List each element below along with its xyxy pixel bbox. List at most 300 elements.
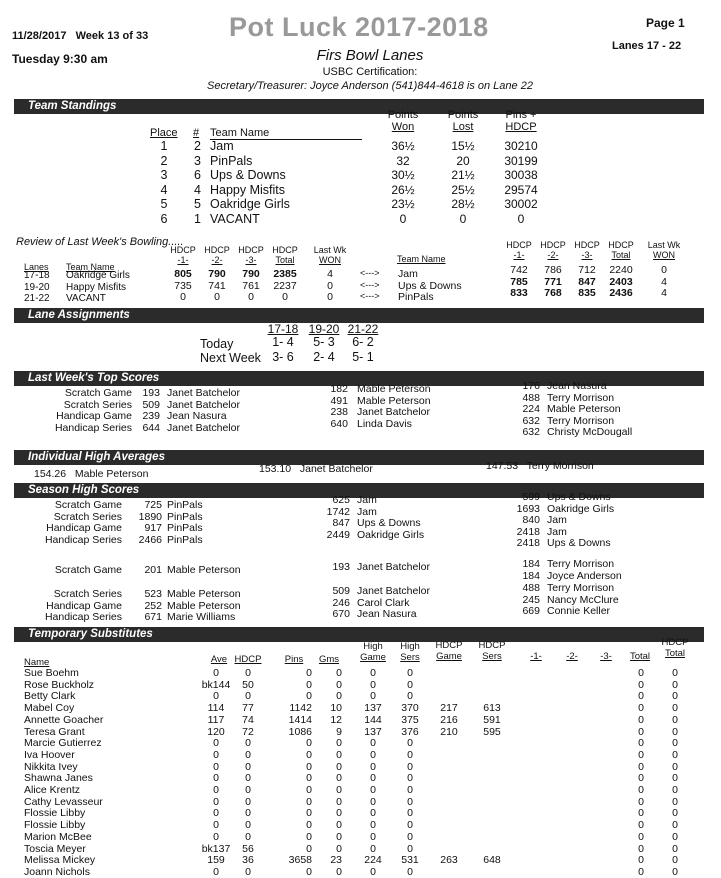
- season-ind-bowler: Carol Clark: [357, 596, 410, 609]
- season-ind-score: 523: [144, 588, 162, 600]
- sub-high-game: 144: [364, 713, 382, 726]
- high-average-entry: 153.10 Janet Batchelor: [259, 463, 373, 475]
- sub-high-game: 0: [370, 772, 376, 785]
- sub-hdcp-total: 0: [672, 713, 678, 726]
- season-team-name: Jam: [357, 494, 377, 506]
- sub-total: 0: [638, 667, 644, 679]
- sub-hdcp-total: 0: [672, 819, 678, 832]
- next-week-matchup: 3- 6: [272, 350, 294, 364]
- sub-hdcp-total: 0: [672, 702, 678, 715]
- sub-total: 0: [638, 713, 644, 726]
- sub-pins: 0: [306, 795, 312, 808]
- standing-points-won: 23½: [391, 197, 415, 211]
- sub-hdcp-total: 0: [672, 865, 678, 878]
- season-ind-score: 193: [332, 561, 350, 573]
- sub-hdcp: 0: [245, 667, 251, 679]
- sub-high-series: 375: [401, 713, 419, 726]
- sub-average: bk144: [201, 678, 231, 691]
- top-score-label: Scratch Series: [63, 398, 132, 411]
- sub-total: 0: [638, 865, 644, 878]
- subs-col-hdcp-sers-l2: Sers: [482, 651, 502, 662]
- review-won-left: 0: [327, 291, 333, 303]
- standing-place: 2: [160, 153, 168, 168]
- review-game-header: Total: [275, 255, 295, 265]
- col-points-lost-l2: Lost: [452, 121, 474, 133]
- review-score-left: 790: [208, 268, 226, 280]
- sub-total: 0: [638, 678, 644, 691]
- sub-games: 0: [336, 760, 342, 773]
- sub-bowler-name: Teresa Grant: [24, 725, 85, 738]
- season-ind-score: 509: [332, 585, 350, 597]
- season-ind-bowler: Mable Peterson: [167, 564, 241, 576]
- sub-average: 0: [213, 795, 219, 808]
- page-number: Page 1: [646, 16, 685, 30]
- report-date: 11/28/2017: [12, 30, 67, 42]
- review-lanes: 21-22: [24, 293, 50, 304]
- sub-average: 117: [207, 713, 225, 726]
- review-score-right: 2403: [609, 275, 633, 288]
- sub-hdcp-total: 0: [672, 748, 678, 761]
- season-ind-score: 201: [144, 564, 162, 576]
- sub-high-series: 0: [407, 748, 413, 761]
- season-team-name: Ups & Downs: [357, 517, 421, 529]
- sub-total: 0: [638, 807, 644, 820]
- sub-hdcp-total: 0: [672, 678, 678, 691]
- standing-points-won: 0: [399, 211, 407, 226]
- sub-average: 0: [213, 784, 219, 796]
- col-points-lost-l1: Points: [447, 109, 479, 121]
- sub-pins: 0: [306, 865, 312, 878]
- review-score-right: 833: [510, 287, 528, 299]
- subs-col-g2: -2-: [566, 651, 578, 662]
- season-team-label: Handicap Game: [46, 522, 122, 534]
- sub-games: 0: [336, 842, 342, 855]
- today-matchup: 5- 3: [313, 335, 335, 349]
- sub-bowler-name: Sue Boehm: [24, 667, 79, 679]
- review-score-left: 805: [174, 268, 192, 280]
- standing-points-won: 26½: [391, 182, 415, 197]
- sub-average: 0: [213, 807, 219, 820]
- season-ind-bowler: Joyce Anderson: [547, 570, 622, 582]
- sub-bowler-name: Joann Nichols: [24, 865, 90, 878]
- sub-pins: 1142: [289, 702, 312, 715]
- standing-pins-hdcp: 0: [517, 211, 525, 226]
- sub-high-game: 0: [370, 819, 376, 832]
- season-ind-label: Handicap Series: [44, 611, 122, 623]
- season-ind-bowler: Mable Peterson: [167, 588, 241, 600]
- season-team-score: 2418: [516, 525, 540, 538]
- sub-hdcp: 77: [242, 702, 254, 715]
- sub-total: 0: [638, 760, 644, 773]
- col-points-won: [382, 109, 424, 133]
- review-score-left: 735: [174, 279, 192, 292]
- sub-high-series: 0: [407, 760, 413, 773]
- standing-points-won: 30½: [391, 168, 415, 182]
- col-points-lost: [442, 109, 484, 133]
- today-matchup: 6- 2: [352, 335, 374, 349]
- subs-col-pins: Pins: [284, 654, 304, 665]
- sub-games: 9: [336, 725, 342, 738]
- review-vs-arrow: <--->: [360, 268, 380, 278]
- season-ind-score: 670: [332, 608, 350, 620]
- sub-bowler-name: Marcie Gutierrez: [24, 737, 102, 750]
- top-scores: [0, 382, 721, 442]
- season-ind-score: 252: [144, 599, 162, 612]
- sub-hdcp-total: 0: [672, 830, 678, 843]
- sub-hdcp-series: 591: [483, 713, 501, 726]
- subs-col-g3: -3-: [600, 651, 612, 662]
- sub-average: 114: [207, 702, 225, 715]
- season-team-name: Oakridge Girls: [547, 502, 615, 515]
- standing-team-number: 4: [194, 182, 201, 197]
- standing-points-lost: 20: [456, 153, 470, 168]
- top-score-label: Scratch Game: [64, 387, 132, 399]
- sub-total: 0: [638, 725, 644, 738]
- subs-col-high-game-l1: High: [363, 641, 383, 652]
- sub-average: 159: [207, 854, 225, 867]
- review-hdcp-label: HDCP: [204, 245, 230, 255]
- sub-pins: 1086: [288, 725, 312, 738]
- sub-high-game: 0: [370, 865, 376, 878]
- standing-pins-hdcp: 30002: [504, 197, 538, 211]
- standing-points-lost: 21½: [451, 168, 475, 182]
- review-hdcp-label: HDCP: [170, 245, 196, 255]
- standing-pins-hdcp: 29574: [504, 182, 538, 197]
- sub-pins: 3658: [288, 854, 312, 867]
- standing-points-lost: 28½: [451, 197, 475, 211]
- sub-pins: 0: [306, 737, 312, 750]
- review-team-left: VACANT: [66, 293, 106, 304]
- sub-high-game: 0: [370, 830, 376, 843]
- standing-team-name: Jam: [210, 139, 234, 153]
- review-game-header: -3-: [581, 250, 593, 260]
- sub-pins: 0: [306, 807, 312, 820]
- col-points-won-l1: Points: [387, 109, 419, 121]
- review-score-right: 2240: [609, 264, 633, 276]
- standing-team-number: 3: [194, 153, 201, 168]
- secretary-info: Secretary/Treasurer: Joyce Anderson (541)844-4618 is on Lane 22: [207, 80, 533, 92]
- sub-hdcp: 0: [245, 830, 251, 843]
- sub-hdcp: 0: [245, 690, 251, 703]
- sub-hdcp: 0: [245, 737, 251, 750]
- review-team-header: Team Name: [66, 262, 115, 272]
- sub-hdcp: 72: [242, 725, 254, 738]
- review-team-left: Oakridge Girls: [66, 270, 130, 281]
- top-score-bowler: Mable Peterson: [547, 403, 621, 415]
- season-ind-score: 669: [522, 605, 540, 617]
- sub-pins: 0: [306, 690, 312, 703]
- top-score-bowler: Jean Nasura: [547, 380, 607, 392]
- top-score-value: 239: [142, 410, 160, 422]
- top-score-value: 193: [142, 387, 160, 399]
- review-score-right: 771: [544, 275, 562, 288]
- standing-team-number: 6: [194, 168, 201, 182]
- sub-high-game: 0: [370, 784, 376, 796]
- season-team-name: PinPals: [167, 522, 203, 534]
- sub-average: 120: [207, 725, 225, 738]
- review-game-header: Total: [611, 250, 631, 260]
- standing-place: 6: [160, 211, 168, 226]
- sub-hdcp-total: 0: [672, 795, 678, 808]
- sub-hdcp-total: 0: [672, 807, 678, 820]
- sub-average: bk137: [201, 842, 231, 855]
- sub-high-series: 0: [407, 830, 413, 843]
- season-team-name: Ups & Downs: [547, 491, 611, 503]
- top-score-value: 224: [522, 403, 540, 415]
- league-title: Pot Luck 2017-2018: [229, 12, 489, 42]
- today-matchup: 1- 4: [272, 335, 294, 349]
- sub-high-series: 376: [401, 725, 419, 738]
- sub-pins: 0: [306, 678, 312, 691]
- sub-high-series: 370: [401, 702, 419, 715]
- season-team-score: 1742: [326, 505, 350, 518]
- sub-high-series: 0: [407, 772, 413, 785]
- sub-high-game: 0: [370, 678, 376, 691]
- top-score-value: 644: [142, 421, 160, 434]
- sub-high-series: 0: [407, 737, 413, 750]
- season-team-name: Jam: [547, 514, 567, 526]
- standing-team-name: PinPals: [210, 153, 253, 168]
- team-standings-header: Team Standings: [14, 99, 704, 114]
- lane-assignments: [0, 322, 721, 366]
- season-ind-bowler: Terry Morrison: [547, 558, 615, 570]
- review-score-right: 768: [544, 287, 562, 299]
- standing-team-number: 1: [194, 211, 201, 226]
- season-team-score: 599: [522, 491, 540, 503]
- lane-pair-header: 17-18: [267, 322, 299, 336]
- sub-average: 0: [213, 690, 219, 703]
- sub-average: 0: [213, 772, 219, 785]
- sub-games: 23: [330, 854, 342, 867]
- lanes-range: Lanes 17 - 22: [612, 40, 682, 52]
- review-team-right: Ups & Downs: [398, 279, 462, 292]
- sub-games: 0: [336, 830, 342, 843]
- subs-col-hdcp-game-l1: HDCP: [435, 640, 463, 651]
- review-lastwk-label: Last Wk: [313, 245, 347, 255]
- high-averages-header: Individual High Averages: [14, 450, 704, 465]
- sub-total: 0: [638, 854, 644, 867]
- sub-pins: 0: [306, 819, 312, 832]
- lane-pair-header: 21-22: [347, 322, 379, 336]
- review-score-right: 742: [510, 264, 528, 276]
- sub-total: 0: [638, 748, 644, 761]
- sub-high-game: 0: [370, 807, 376, 820]
- sub-bowler-name: Marion McBee: [24, 830, 92, 843]
- review-score-left: 0: [248, 291, 254, 303]
- sub-hdcp-total: 0: [672, 725, 678, 738]
- sub-bowler-name: Flossie Libby: [24, 807, 86, 820]
- review-score-right: 835: [578, 287, 596, 299]
- sub-high-game: 0: [370, 690, 376, 703]
- season-ind-score: 488: [522, 582, 540, 594]
- week-label: Week 13 of 33: [75, 30, 149, 42]
- top-score-bowler: Janet Batchelor: [167, 421, 240, 434]
- standing-pins-hdcp: 30210: [504, 139, 538, 153]
- review-hdcp-label: HDCP: [272, 245, 298, 255]
- review-score-left: 741: [208, 279, 226, 292]
- sub-total: 0: [638, 784, 644, 796]
- col-pins-hdcp: [500, 109, 542, 133]
- review-score-left: 2237: [273, 279, 297, 292]
- sub-hdcp-series: 648: [483, 854, 501, 867]
- sub-hdcp-total: 0: [672, 784, 678, 796]
- top-score-bowler: Linda Davis: [357, 417, 412, 430]
- standing-points-lost: 0: [459, 211, 467, 226]
- subs-col-total: Total: [629, 651, 651, 662]
- sub-total: 0: [638, 819, 644, 832]
- sub-hdcp: 56: [242, 842, 254, 855]
- season-team-score: 840: [522, 514, 540, 526]
- sub-average: 0: [213, 737, 219, 750]
- high-average-entry: 154.26 Mable Peterson: [34, 468, 149, 480]
- season-ind-score: 184: [522, 558, 540, 570]
- season-high-header: Season High Scores: [14, 483, 704, 498]
- review-score-left: 0: [282, 291, 288, 303]
- sub-games: 0: [336, 667, 342, 679]
- standing-points-won: 32: [396, 153, 410, 168]
- season-team-score: 917: [144, 522, 162, 534]
- review-game-header: -2-: [211, 255, 223, 265]
- review-game-header: -1-: [177, 255, 189, 265]
- top-score-value: 182: [330, 383, 348, 395]
- sub-games: 0: [336, 690, 342, 703]
- top-score-bowler: Jean Nasura: [167, 410, 227, 422]
- high-average-entry: 147.53 Terry Morrison: [486, 460, 594, 472]
- sub-pins: 0: [306, 842, 312, 855]
- season-high-scores: [0, 493, 721, 623]
- sub-hdcp-total: 0: [672, 854, 678, 867]
- review-game-header: -3-: [245, 255, 257, 265]
- season-ind-bowler: Mable Peterson: [167, 599, 241, 612]
- sub-games: 0: [336, 737, 342, 750]
- season-ind-label: Scratch Series: [53, 588, 122, 600]
- sub-total: 0: [638, 830, 644, 843]
- sub-hdcp: 0: [245, 772, 251, 785]
- sub-bowler-name: Flossie Libby: [24, 819, 86, 832]
- season-team-name: Jam: [547, 525, 567, 538]
- review-lanes-header: Lanes: [24, 262, 49, 272]
- top-scores-header: Last Week's Top Scores: [14, 371, 704, 386]
- sub-hdcp: 0: [245, 865, 251, 878]
- sub-high-game: 137: [364, 725, 382, 738]
- standing-team-number: 5: [194, 197, 201, 211]
- review-score-right: 2436: [609, 287, 633, 299]
- usbc-cert: USBC Certification:: [322, 66, 418, 78]
- sub-high-game: 0: [370, 760, 376, 773]
- standing-team-name: Ups & Downs: [210, 168, 286, 182]
- sub-bowler-name: Cathy Levasseur: [24, 795, 103, 808]
- standings-table: [150, 109, 560, 226]
- subs-col-ave: Ave: [210, 654, 228, 665]
- sub-high-series: 0: [407, 690, 413, 703]
- review-lanes: 19-20: [24, 281, 50, 293]
- sub-pins: 0: [306, 784, 312, 796]
- sub-pins: 1414: [288, 713, 312, 726]
- top-score-label: Handicap Game: [56, 410, 132, 422]
- subs-col-name: Name: [24, 657, 50, 668]
- subs-col-hdcp-total-l1: HDCP: [661, 637, 689, 648]
- season-team-score: 725: [144, 499, 162, 511]
- sub-high-series: 0: [407, 678, 413, 691]
- top-score-bowler: Terry Morrison: [547, 391, 615, 404]
- sub-games: 0: [336, 819, 342, 832]
- review-title: Review of Last Week's Bowling.....: [16, 236, 184, 248]
- center-name: Firs Bowl Lanes: [316, 47, 424, 64]
- lane-pair-header: 19-20: [308, 322, 340, 336]
- col-pins-l1: Pins +: [505, 109, 537, 121]
- sub-hdcp-total: 0: [672, 772, 678, 785]
- sub-bowler-name: Mabel Coy: [24, 702, 75, 715]
- standing-place: 1: [160, 139, 168, 153]
- sub-bowler-name: Melissa Mickey: [24, 854, 96, 867]
- sub-games: 0: [336, 678, 342, 691]
- sub-hdcp: 50: [242, 678, 254, 691]
- sub-high-series: 0: [407, 795, 413, 808]
- standing-team-name: VACANT: [210, 211, 260, 226]
- subs-col-high-sers-l1: High: [400, 641, 420, 652]
- sub-hdcp-total: 0: [672, 737, 678, 750]
- review-won-header: WON: [653, 250, 675, 260]
- top-score-value: 640: [330, 417, 348, 430]
- col-team-name: Team Name: [210, 127, 270, 139]
- sub-average: 0: [213, 819, 219, 832]
- season-team-label: Scratch Series: [53, 510, 122, 523]
- top-score-label: Handicap Series: [54, 421, 132, 434]
- sub-high-series: 0: [407, 865, 413, 878]
- sub-total: 0: [638, 737, 644, 750]
- sub-hdcp: 0: [245, 760, 251, 773]
- season-ind-bowler: Nancy McClure: [547, 593, 619, 606]
- season-team-name: Oakridge Girls: [357, 528, 425, 541]
- review-game-header: -1-: [513, 250, 525, 260]
- sub-bowler-name: Toscia Meyer: [24, 842, 86, 855]
- standing-place: 4: [160, 182, 168, 197]
- sub-high-series: 0: [407, 842, 413, 855]
- top-score-value: 509: [142, 398, 160, 411]
- lane-assignments-header: Lane Assignments: [14, 308, 704, 323]
- sub-high-series: 0: [407, 807, 413, 820]
- sub-pins: 0: [306, 760, 312, 773]
- season-team-name: Jam: [357, 505, 377, 518]
- sub-average: 0: [213, 830, 219, 843]
- season-team-score: 625: [332, 494, 350, 506]
- sub-total: 0: [638, 795, 644, 808]
- top-score-value: 176: [522, 380, 540, 392]
- sub-pins: 0: [306, 830, 312, 843]
- sub-total: 0: [638, 772, 644, 785]
- review-hdcp-label: HDCP: [540, 240, 566, 250]
- standing-team-number: 2: [194, 139, 201, 153]
- review-score-right: 785: [510, 275, 528, 288]
- sub-high-series: 0: [407, 819, 413, 832]
- season-team-label: Scratch Game: [54, 499, 122, 511]
- sub-total: 0: [638, 690, 644, 703]
- season-ind-bowler: Jean Nasura: [357, 608, 417, 620]
- sub-hdcp: 0: [245, 784, 251, 796]
- standing-pins-hdcp: 30038: [504, 168, 538, 182]
- sub-average: 0: [213, 760, 219, 773]
- review-won-right: 4: [661, 287, 667, 299]
- top-score-bowler: Mable Peterson: [357, 383, 431, 395]
- sub-bowler-name: Rose Buckholz: [24, 678, 95, 691]
- sub-games: 0: [336, 795, 342, 808]
- temp-subs-table: [0, 637, 721, 878]
- sub-hdcp-series: 613: [483, 702, 501, 715]
- col-points-won-l2: Won: [391, 121, 415, 133]
- season-ind-score: 245: [522, 593, 540, 606]
- sub-high-series: 531: [401, 854, 419, 867]
- top-score-bowler: Janet Batchelor: [167, 387, 240, 399]
